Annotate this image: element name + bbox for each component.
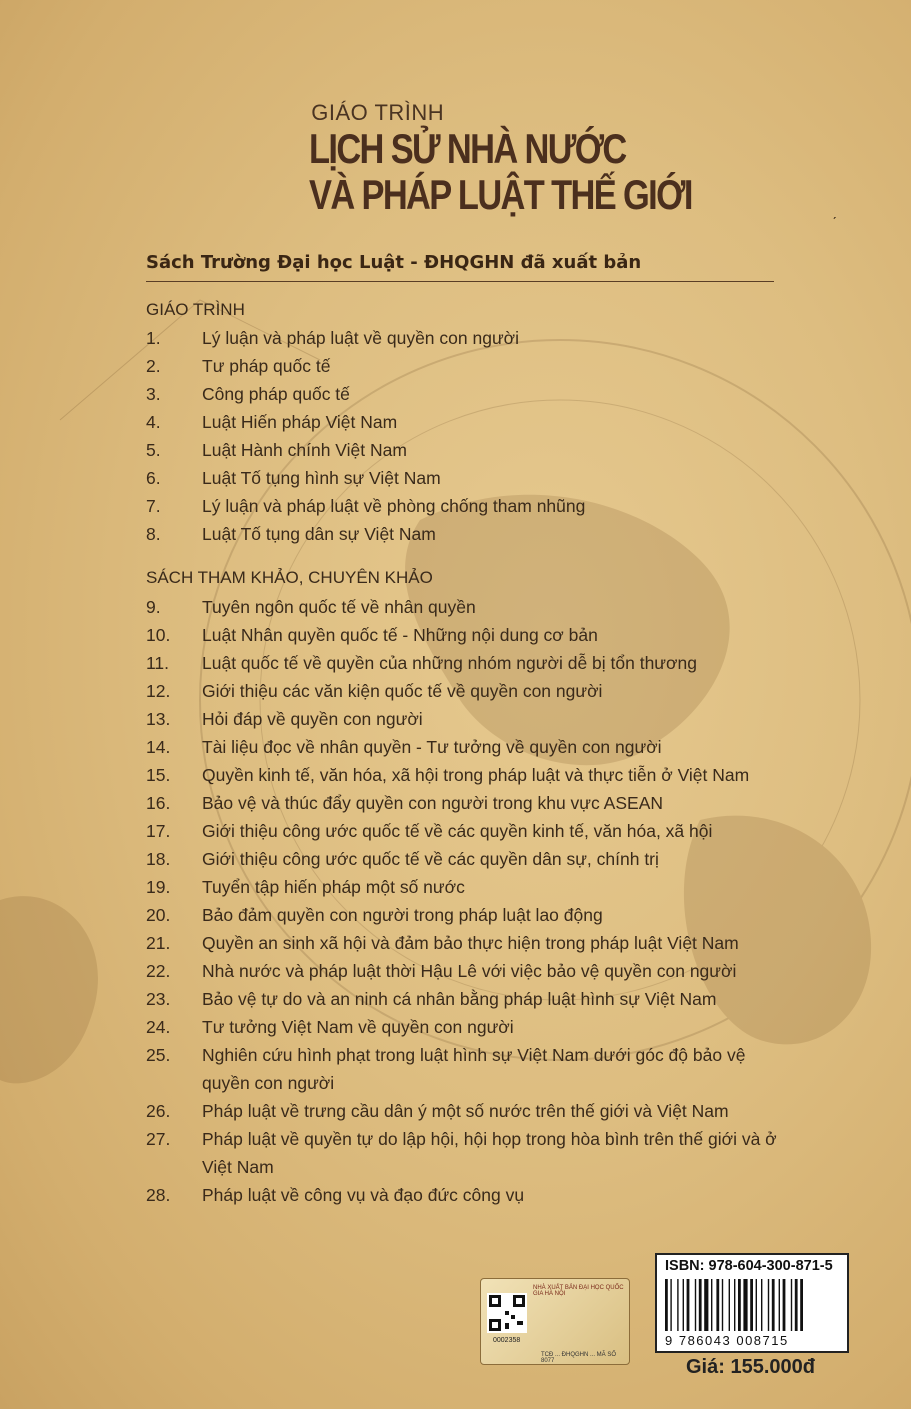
item-title: Tuyên ngôn quốc tế về nhân quyền [202, 597, 476, 617]
item-number: 25. [146, 1045, 171, 1065]
list-item [146, 1097, 786, 1125]
list-item [146, 789, 786, 817]
title-block [309, 100, 776, 218]
item-title: Giới thiệu các văn kiện quốc tế về quyền con người [202, 681, 603, 701]
stamp-code-line: TCĐ ... ĐHQGHN ... MÃ SỐ 8077 [541, 1352, 617, 1364]
item-number: 28. [146, 1185, 171, 1205]
item-title: Hỏi đáp về quyền con người [202, 709, 423, 729]
item-number: 11. [146, 653, 170, 673]
list-item [146, 957, 786, 985]
item-title: Bảo đảm quyền con người trong pháp luật lao động [202, 905, 603, 925]
item-title: Luật Tố tụng hình sự Việt Nam [202, 468, 441, 488]
list-item [146, 733, 786, 761]
list-item [146, 649, 786, 677]
list-item [146, 352, 786, 380]
list-item [146, 464, 786, 492]
item-title: Luật Tố tụng dân sự Việt Nam [202, 524, 436, 544]
item-title: Pháp luật về công vụ và đạo đức công vụ [202, 1185, 525, 1205]
publisher-heading: Sách Trường Đại học Luật - ĐHQGHN đã xuất bản [146, 252, 774, 282]
list-item [146, 621, 786, 649]
list-item [146, 436, 786, 464]
section-heading-textbooks: GIÁO TRÌNH [146, 300, 245, 319]
item-title: Giới thiệu công ước quốc tế về các quyền dân sự, chính trị [202, 849, 659, 869]
item-title: Tư tưởng Việt Nam về quyền con người [202, 1017, 514, 1037]
item-number: 14. [146, 737, 171, 757]
item-number: 2. [146, 356, 161, 376]
item-title: Quyền kinh tế, văn hóa, xã hội trong pháp luật và thực tiễn ở Việt Nam [202, 765, 750, 785]
list-item [146, 492, 786, 520]
item-number: 26. [146, 1101, 171, 1121]
item-title: Pháp luật về quyền tự do lập hội, hội họp trong hòa bình trên thế giới và ở Việt Nam [202, 1129, 777, 1177]
item-number: 19. [146, 877, 171, 897]
item-title: Bảo vệ tự do và an ninh cá nhân bằng pháp luật hình sự Việt Nam [202, 989, 717, 1009]
isbn-barcode-box [655, 1253, 849, 1353]
item-title: Luật quốc tế về quyền của những nhóm người dễ bị tổn thương [202, 653, 697, 673]
list-item [146, 929, 786, 957]
item-title: Luật Nhân quyền quốc tế - Những nội dung cơ bản [202, 625, 598, 645]
item-title: Nghiên cứu hình phạt trong luật hình sự Việt Nam dưới góc độ bảo vệ quyền con người [202, 1045, 746, 1093]
list-item [146, 901, 786, 929]
list-item [146, 677, 786, 705]
list-item [146, 1013, 786, 1041]
list-item [146, 705, 786, 733]
book-title-line-2: VÀ PHÁP LUẬT THẾ GIỚI [309, 171, 692, 218]
item-number: 3. [146, 384, 161, 404]
list-item [146, 520, 786, 548]
reference-list [146, 593, 786, 1209]
item-title: Luật Hành chính Việt Nam [202, 440, 407, 460]
list-item [146, 1125, 786, 1181]
list-item [146, 408, 786, 436]
list-item [146, 1181, 786, 1209]
textbook-list [146, 324, 786, 548]
item-number: 4. [146, 412, 161, 432]
item-number: 10. [146, 625, 171, 645]
item-title: Bảo vệ và thúc đẩy quyền con người trong khu vực ASEAN [202, 793, 663, 813]
section-heading-references: SÁCH THAM KHẢO, CHUYÊN KHẢO [146, 568, 433, 587]
barcode-icon [665, 1279, 839, 1331]
stamp-serial: 0002358 [493, 1337, 521, 1344]
series-label: GIÁO TRÌNH [311, 100, 445, 125]
list-item [146, 324, 786, 352]
item-title: Nhà nước và pháp luật thời Hậu Lê với việc bảo vệ quyền con người [202, 961, 737, 981]
item-number: 27. [146, 1129, 171, 1149]
item-title: Công pháp quốc tế [202, 384, 350, 404]
item-number: 6. [146, 468, 161, 488]
list-item [146, 761, 786, 789]
item-number: 22. [146, 961, 171, 981]
item-number: 1. [146, 328, 161, 348]
item-number: 9. [146, 597, 161, 617]
item-number: 7. [146, 496, 161, 516]
item-number: 12. [146, 681, 171, 701]
item-number: 15. [146, 765, 171, 785]
book-title-line-1: LỊCH SỬ NHÀ NƯỚC [309, 125, 626, 172]
item-number: 5. [146, 440, 161, 460]
item-number: 21. [146, 933, 171, 953]
item-title: Lý luận và pháp luật về phòng chống tham nhũng [202, 496, 586, 516]
item-number: 13. [146, 709, 171, 729]
item-title: Lý luận và pháp luật về quyền con người [202, 328, 520, 348]
list-item [146, 845, 786, 873]
item-title: Quyền an sinh xã hội và đảm bảo thực hiện trong pháp luật Việt Nam [202, 933, 739, 953]
item-number: 20. [146, 905, 171, 925]
publisher-stamp [480, 1278, 630, 1365]
item-title: Luật Hiến pháp Việt Nam [202, 412, 398, 432]
item-number: 18. [146, 849, 171, 869]
item-number: 8. [146, 524, 161, 544]
barcode-number: 9 786043 008715 [665, 1333, 789, 1348]
item-title: Giới thiệu công ước quốc tế về các quyền kinh tế, văn hóa, xã hội [202, 821, 713, 841]
list-item [146, 985, 786, 1013]
item-number: 24. [146, 1017, 171, 1037]
item-number: 23. [146, 989, 171, 1009]
list-item [146, 873, 786, 901]
list-item [146, 817, 786, 845]
list-item [146, 380, 786, 408]
list-item [146, 593, 786, 621]
item-number: 16. [146, 793, 171, 813]
item-number: 17. [146, 821, 171, 841]
item-title: Pháp luật về trưng cầu dân ý một số nước trên thế giới và Việt Nam [202, 1101, 729, 1121]
small-mark: ˏ [832, 203, 837, 219]
stamp-publisher-name: NHÀ XUẤT BẢN ĐẠI HỌC QUỐC GIA HÀ NỘI [533, 1285, 624, 1297]
item-title: Tư pháp quốc tế [202, 356, 331, 376]
item-title: Tài liệu đọc về nhân quyền - Tư tưởng về quyền con người [202, 737, 662, 757]
qr-code-icon [487, 1293, 527, 1333]
item-title: Tuyển tập hiến pháp một số nước [202, 877, 465, 897]
price-label: Giá: 155.000đ [686, 1356, 815, 1378]
isbn-label: ISBN: 978-604-300-871-5 [665, 1258, 833, 1274]
list-item [146, 1041, 786, 1097]
